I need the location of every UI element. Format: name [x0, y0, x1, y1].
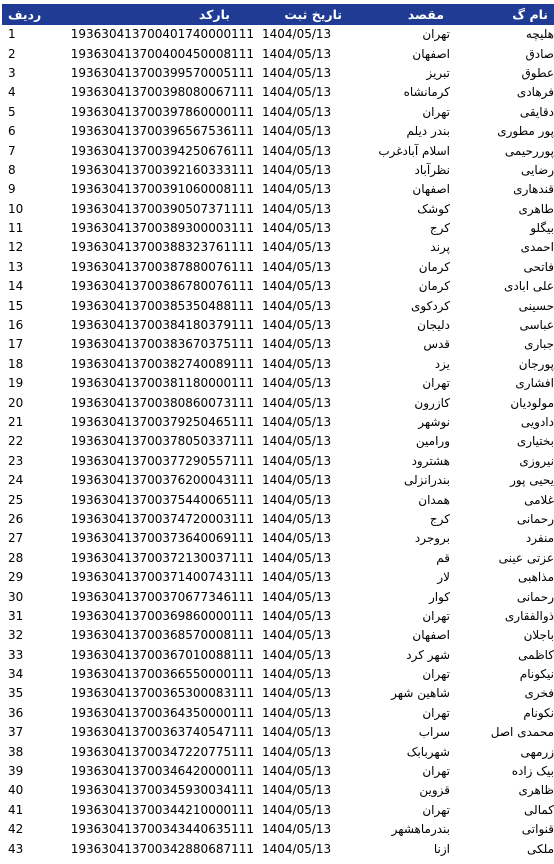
cell-name: قندهاری	[513, 182, 554, 197]
cell-date: 1404/05/13	[262, 356, 332, 371]
table-row	[2, 180, 554, 199]
cell-row-number: 26	[8, 511, 24, 526]
cell-barcode: 193630413700374720003111	[70, 511, 254, 526]
cell-row-number: 22	[8, 434, 24, 449]
cell-barcode: 193630413700389300003111	[70, 221, 254, 236]
cell-name: علی ابادی	[503, 279, 554, 294]
cell-city: قدس	[423, 337, 450, 352]
cell-date: 1404/05/13	[262, 744, 332, 759]
cell-row-number: 29	[8, 570, 24, 585]
cell-date: 1404/05/13	[262, 841, 332, 856]
header-row	[2, 4, 554, 25]
cell-barcode: 193630413700398080067111	[70, 85, 254, 100]
cell-date: 1404/05/13	[262, 725, 332, 740]
cell-row-number: 9	[8, 182, 16, 197]
cell-city: شهربابک	[406, 744, 450, 759]
header-name: نام گ	[512, 7, 548, 22]
cell-date: 1404/05/13	[262, 783, 332, 798]
table-row	[2, 607, 554, 626]
cell-barcode: 193630413700390507371111	[70, 201, 254, 216]
cell-barcode: 193630413700366550000111	[70, 667, 254, 682]
header-city: مقصد	[407, 7, 444, 22]
cell-barcode: 193630413700367010088111	[70, 647, 254, 662]
cell-barcode: 193630413700392160333111	[70, 162, 254, 177]
cell-barcode: 193630413700387880076111	[70, 259, 254, 274]
cell-city: اسلام آبادغرب	[378, 143, 450, 158]
cell-name: باجلان	[523, 628, 554, 643]
cell-barcode: 193630413700364350000111	[70, 705, 254, 720]
cell-name: ملکی	[526, 841, 554, 856]
cell-date: 1404/05/13	[262, 27, 332, 42]
cell-name: مذاهبی	[517, 570, 554, 585]
cell-city: بروجرد	[414, 531, 450, 546]
cell-row-number: 23	[8, 453, 24, 468]
table-row	[2, 781, 554, 800]
cell-name: فرهادی	[516, 85, 554, 100]
cell-name: عزتی عینی	[498, 550, 554, 565]
cell-city: نظرآباد	[414, 162, 450, 177]
cell-city: کازرون	[414, 395, 450, 410]
cell-barcode: 193630413700372130037111	[70, 550, 254, 565]
table-row	[2, 801, 554, 820]
cell-date: 1404/05/13	[262, 511, 332, 526]
cell-date: 1404/05/13	[262, 65, 332, 80]
cell-city: لار	[437, 570, 450, 585]
cell-barcode: 193630413700347220775111	[70, 744, 254, 759]
cell-barcode: 193630413700380860073111	[70, 395, 254, 410]
cell-city: دلیجان	[417, 318, 450, 333]
table-row	[2, 103, 554, 122]
cell-barcode: 193630413700388323761111	[70, 240, 254, 255]
cell-barcode: 193630413700384180379111	[70, 318, 254, 333]
table-row	[2, 684, 554, 703]
table-row	[2, 839, 554, 858]
cell-city: تهران	[422, 104, 450, 119]
cell-date: 1404/05/13	[262, 259, 332, 274]
cell-name: جباری	[524, 337, 554, 352]
cell-city: تبریز	[426, 65, 450, 80]
cell-barcode: 193630413700344210000111	[70, 802, 254, 817]
table-row	[2, 646, 554, 665]
table-row	[2, 723, 554, 742]
cell-date: 1404/05/13	[262, 531, 332, 546]
cell-date: 1404/05/13	[262, 376, 332, 391]
cell-row-number: 3	[8, 65, 16, 80]
cell-row-number: 14	[8, 279, 24, 294]
cell-name: ظاهری	[518, 783, 554, 798]
cell-date: 1404/05/13	[262, 318, 332, 333]
table-row	[2, 704, 554, 723]
table-row	[2, 25, 554, 44]
cell-barcode: 193630413700376200043111	[70, 473, 254, 488]
table-row	[2, 626, 554, 645]
cell-name: احمدی	[520, 240, 554, 255]
cell-barcode: 193630413700369860000111	[70, 608, 254, 623]
cell-date: 1404/05/13	[262, 550, 332, 565]
cell-city: تهران	[422, 27, 450, 42]
cell-barcode: 193630413700385350488111	[70, 298, 254, 313]
cell-name: نکونام	[523, 705, 554, 720]
cell-row-number: 24	[8, 473, 24, 488]
table-row	[2, 200, 554, 219]
cell-row-number: 25	[8, 492, 24, 507]
cell-name: رحمانی	[516, 589, 554, 604]
table-row	[2, 762, 554, 781]
header-barcode: بارکد	[198, 7, 230, 22]
table-row	[2, 452, 554, 471]
cell-city: تهران	[422, 705, 450, 720]
cell-name: رضایی	[521, 162, 554, 177]
cell-city: اصفهان	[412, 628, 450, 643]
cell-row-number: 21	[8, 415, 24, 429]
cell-city: ورامین	[415, 434, 450, 449]
cell-barcode: 193630413700377290557111	[70, 453, 254, 468]
cell-barcode: 193630413700394250676111	[70, 143, 254, 158]
cell-name: قنواتی	[521, 822, 554, 837]
cell-city: بندرانزلی	[403, 473, 450, 488]
cell-date: 1404/05/13	[262, 589, 332, 604]
cell-barcode: 193630413700370677346111	[70, 589, 254, 604]
table-row	[2, 529, 554, 548]
cell-barcode: 193630413700342880687111	[70, 841, 254, 856]
table-row	[2, 296, 554, 315]
cell-city: هشترود	[411, 453, 450, 468]
table-row	[2, 161, 554, 180]
cell-row-number: 33	[8, 647, 24, 662]
cell-row-number: 32	[8, 628, 24, 643]
table-row	[2, 742, 554, 761]
cell-date: 1404/05/13	[262, 201, 332, 216]
cell-date: 1404/05/13	[262, 279, 332, 294]
header-row-number: ردیف	[8, 7, 42, 22]
cell-row-number: 39	[8, 764, 24, 779]
cell-row-number: 16	[8, 318, 24, 333]
cell-row-number: 41	[8, 802, 24, 817]
cell-name: عطوق	[521, 65, 554, 80]
cell-city: همدان	[418, 492, 450, 507]
table-row	[2, 355, 554, 374]
cell-city: نوشهر	[418, 415, 450, 429]
cell-date: 1404/05/13	[262, 46, 332, 61]
table-row	[2, 432, 554, 451]
cell-name: پور مطوری	[497, 124, 554, 139]
cell-date: 1404/05/13	[262, 667, 332, 682]
cell-date: 1404/05/13	[262, 705, 332, 720]
cell-city: قم	[436, 550, 450, 565]
cell-barcode: 193630413700373640069111	[70, 531, 254, 546]
cell-name: منفرد	[525, 531, 554, 546]
cell-row-number: 35	[8, 686, 24, 701]
table-row	[2, 490, 554, 509]
cell-name: بیک زاده	[511, 764, 554, 779]
cell-barcode: 193630413700391060008111	[70, 182, 254, 197]
cell-date: 1404/05/13	[262, 647, 332, 662]
cell-barcode: 193630413700371400743111	[70, 570, 254, 585]
cell-row-number: 13	[8, 259, 24, 274]
cell-city: اصفهان	[412, 182, 450, 197]
cell-row-number: 17	[8, 337, 24, 352]
table-row	[2, 83, 554, 102]
cell-row-number: 4	[8, 85, 16, 100]
cell-barcode: 193630413700378050337111	[70, 434, 254, 449]
table-row	[2, 141, 554, 160]
cell-barcode: 193630413700382740089111	[70, 356, 254, 371]
table-row	[2, 471, 554, 490]
cell-date: 1404/05/13	[262, 104, 332, 119]
cell-barcode: 193630413700375440065111	[70, 492, 254, 507]
cell-row-number: 37	[8, 725, 24, 740]
cell-row-number: 40	[8, 783, 24, 798]
cell-date: 1404/05/13	[262, 298, 332, 313]
cell-name: بیگلو	[530, 221, 554, 236]
cell-name: زرمهی	[520, 744, 554, 759]
cell-name: حسینی	[518, 298, 554, 313]
cell-row-number: 31	[8, 608, 24, 623]
cell-date: 1404/05/13	[262, 415, 332, 429]
cell-row-number: 11	[8, 221, 24, 236]
cell-date: 1404/05/13	[262, 395, 332, 410]
cell-city: کرمان	[418, 279, 450, 294]
cell-row-number: 6	[8, 124, 16, 139]
cell-date: 1404/05/13	[262, 686, 332, 701]
cell-barcode: 193630413700386780076111	[70, 279, 254, 294]
cell-name: افشاری	[515, 376, 554, 391]
cell-date: 1404/05/13	[262, 608, 332, 623]
cell-date: 1404/05/13	[262, 492, 332, 507]
cell-city: سراب	[418, 725, 450, 740]
table-row	[2, 587, 554, 606]
cell-row-number: 1	[8, 27, 16, 42]
cell-barcode: 193630413700368570008111	[70, 628, 254, 643]
cell-row-number: 42	[8, 822, 24, 837]
cell-barcode: 193630413700345930034111	[70, 783, 254, 798]
cell-row-number: 10	[8, 201, 24, 216]
cell-name: دادویی	[520, 415, 554, 429]
cell-city: تهران	[422, 608, 450, 623]
cell-name: رحمانی	[516, 511, 554, 526]
cell-name: دقایقی	[519, 104, 554, 119]
cell-name: کاظمی	[518, 647, 554, 662]
cell-name: کمالی	[524, 802, 554, 817]
table-header	[2, 4, 554, 25]
table-row	[2, 549, 554, 568]
cell-name: یحیی پور	[510, 473, 554, 488]
cell-city: کرج	[429, 221, 450, 236]
table-row	[2, 374, 554, 393]
table-row	[2, 820, 554, 839]
cell-name: طاهری	[518, 201, 554, 216]
cell-name: غلامی	[524, 492, 554, 507]
cell-name: ذوالفقاری	[504, 608, 554, 623]
cell-row-number: 15	[8, 298, 24, 313]
cell-city: بندر دیلم	[406, 124, 450, 139]
cell-date: 1404/05/13	[262, 570, 332, 585]
cell-city: کوار	[428, 589, 450, 604]
table-row	[2, 219, 554, 238]
cell-date: 1404/05/13	[262, 85, 332, 100]
cell-name: نیکونام	[519, 667, 554, 682]
cell-city: بندرماهشهر	[391, 822, 450, 837]
cell-city: کوشک	[417, 201, 450, 216]
cell-name: نیروزی	[519, 453, 554, 468]
cell-barcode: 193630413700396567536111	[70, 124, 254, 139]
cell-city: کرج	[429, 511, 450, 526]
cell-row-number: 2	[8, 46, 16, 61]
cell-name: محمدی اصل	[490, 725, 554, 740]
cell-row-number: 28	[8, 550, 24, 565]
cell-date: 1404/05/13	[262, 473, 332, 488]
table-row	[2, 393, 554, 412]
table-row	[2, 510, 554, 529]
cell-name: پورجان	[518, 356, 554, 371]
cell-name: بختیاری	[516, 434, 554, 449]
cell-row-number: 20	[8, 395, 24, 410]
cell-city: شاهین شهر	[391, 686, 450, 701]
cell-barcode: 193630413700363740547111	[70, 725, 254, 740]
cell-name: عباسی	[519, 318, 554, 333]
table-row	[2, 413, 554, 432]
cell-barcode: 193630413700383670375111	[70, 337, 254, 352]
cell-row-number: 38	[8, 744, 24, 759]
cell-name: هلیچه	[525, 27, 554, 42]
cell-row-number: 18	[8, 356, 24, 371]
cell-city: تهران	[422, 764, 450, 779]
cell-date: 1404/05/13	[262, 240, 332, 255]
cell-name: فاتحی	[523, 259, 554, 274]
table-row	[2, 64, 554, 83]
cell-date: 1404/05/13	[262, 337, 332, 352]
cell-date: 1404/05/13	[262, 802, 332, 817]
table-row	[2, 335, 554, 354]
cell-name: مولودیان	[510, 395, 554, 410]
cell-date: 1404/05/13	[262, 628, 332, 643]
table-row	[2, 277, 554, 296]
cell-barcode: 193630413700343440635111	[70, 822, 254, 837]
cell-name: فخری	[524, 686, 554, 701]
cell-barcode: 193630413700397860000111	[70, 104, 254, 119]
cell-city: یزد	[434, 356, 450, 371]
cell-city: کرمان	[418, 259, 450, 274]
cell-barcode: 193630413700365300083111	[70, 686, 254, 701]
table-row	[2, 238, 554, 257]
cell-city: پرند	[430, 240, 450, 255]
cell-city: کرمانشاه	[403, 85, 450, 100]
cell-row-number: 7	[8, 143, 16, 158]
cell-row-number: 5	[8, 104, 16, 119]
cell-date: 1404/05/13	[262, 182, 332, 197]
cell-barcode: 193630413700381180000111	[70, 376, 254, 391]
cell-city: تهران	[422, 376, 450, 391]
shipments-table	[2, 4, 554, 859]
table-row	[2, 316, 554, 335]
cell-city: تهران	[422, 667, 450, 682]
cell-city: شهر کرد	[406, 647, 450, 662]
cell-date: 1404/05/13	[262, 162, 332, 177]
cell-city: اصفهان	[412, 46, 450, 61]
table-row	[2, 568, 554, 587]
cell-row-number: 19	[8, 376, 24, 391]
table-row	[2, 122, 554, 141]
cell-row-number: 8	[8, 162, 16, 177]
cell-row-number: 12	[8, 240, 24, 255]
table-row	[2, 665, 554, 684]
cell-name: پوررحیمی	[504, 143, 554, 158]
cell-city: کردکوی	[411, 298, 450, 313]
cell-barcode: 193630413700401740000111	[70, 27, 254, 42]
cell-row-number: 36	[8, 705, 24, 720]
cell-date: 1404/05/13	[262, 453, 332, 468]
table-body	[2, 25, 554, 859]
cell-row-number: 43	[8, 841, 24, 856]
cell-row-number: 34	[8, 667, 24, 682]
cell-row-number: 30	[8, 589, 24, 604]
cell-row-number: 27	[8, 531, 24, 546]
cell-barcode: 193630413700399570005111	[70, 65, 254, 80]
cell-date: 1404/05/13	[262, 124, 332, 139]
table-row	[2, 258, 554, 277]
cell-date: 1404/05/13	[262, 221, 332, 236]
table-row	[2, 44, 554, 63]
cell-city: قزوین	[419, 783, 450, 798]
header-date: تاریخ ثبت	[284, 7, 342, 22]
cell-name: صادق	[525, 46, 554, 61]
cell-date: 1404/05/13	[262, 434, 332, 449]
cell-date: 1404/05/13	[262, 822, 332, 837]
cell-date: 1404/05/13	[262, 143, 332, 158]
cell-barcode: 193630413700346420000111	[70, 764, 254, 779]
cell-date: 1404/05/13	[262, 764, 332, 779]
cell-barcode: 193630413700379250465111	[70, 415, 254, 429]
cell-barcode: 193630413700400450008111	[70, 46, 254, 61]
cell-city: تهران	[422, 802, 450, 817]
cell-city: ازنا	[433, 841, 450, 856]
